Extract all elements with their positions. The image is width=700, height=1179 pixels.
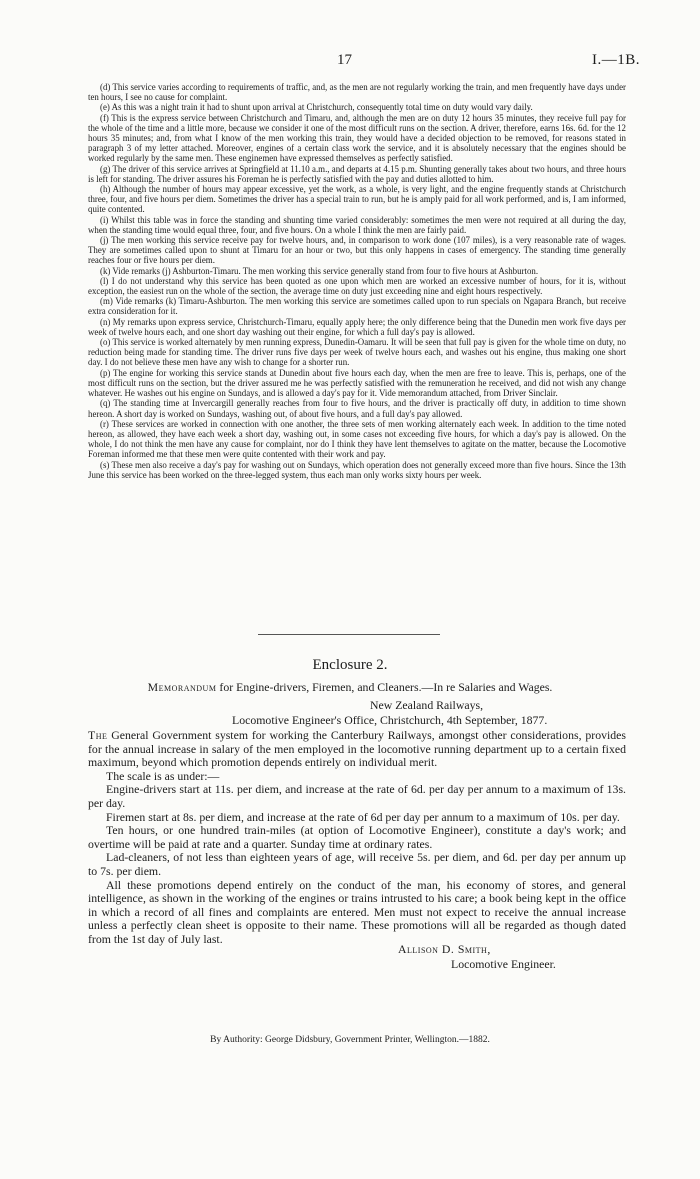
remark-s: (s) These men also receive a day's pay for washing out on Sundays, which operation does not generally exceed more than five hours. Since the 13th June this service has been worked on the three-legged system, thus each man only works sixty hours per week. — [88, 459, 626, 480]
remarks-section — [88, 82, 626, 480]
series-reference: I.—1B. — [592, 52, 640, 68]
signatory-title: Locomotive Engineer. — [451, 957, 556, 971]
address-line-2: Locomotive Engineer's Office, Christchurch, 4th September, 1877. — [232, 713, 548, 727]
remark-f: (f) This is the express service between Christchurch and Timaru, and, although the men are on duty 12 hours 35 minutes, they receive full pay for the whole of the time and a little more, because we consider it one of the most difficult runs on the section. A driver, therefore, earns 16s. 6d. for the 12 hours 35 minutes; and, from what I know of the men working this train, they would have a decided objection to be removed, for reasons stated in paragraph 3 of my letter attached. Moreover, engines of a certain class work the service, and it is absolutely necessary that the engines should be worked regularly by the same men. These enginemen have expressed themselves as perfectly satisfied. — [88, 112, 626, 164]
remark-g: (g) The driver of this service arrives at Springfield at 11.10 a.m., and departs at 4.15 p.m. Shunting generally takes about two hours, and three hours is left for standing. The driver assures his Foreman he is perfectly satisfied with the pay and duties allotted to him. — [88, 163, 626, 184]
memo-paragraph: All these promotions depend entirely on the conduct of the man, his economy of stores, and general intelligence, as shown in the working of the engines or trains intrusted to his care; a book being kept in the office in which a record of all fines and complaints are entered. Men must not expect to receive the annual increase unless a perfectly clean sheet is opposite to their name. These promotions will all be regarded as though dated from the 1st day of July last. — [88, 877, 626, 946]
remark-e: (e) As this was a night train it had to shunt upon arrival at Christchurch, consequently total time on duty would vary daily. — [100, 102, 533, 113]
remark-o: (o) This service is worked alternately by men running express, Dunedin-Oamaru. It will be seen that full pay is given for the whole time on duty, no reduction being made for standing time. The driver runs five days per week of twelve hours each, and washes out his engine, thus making one short day. I do not believe these men have any wish to change for a shorter run. — [88, 337, 626, 368]
memo-paragraph — [88, 729, 626, 770]
remark-j: (j) The men working this service receive pay for twelve hours, and, in comparison to work done (107 miles), is a very reasonable rate of wages. They are sometimes called upon to shunt at Timaru for an hour or two, but this only happens in cases of emergency. The standing time generally reaches four or five hours per diem. — [88, 235, 626, 266]
section-divider — [258, 634, 440, 635]
remark-p: (p) The engine for working this service stands at Dunedin about five hours each day, when the men are free to leave. This is, perhaps, one of the most difficult runs on the section, but the driver assured me he was perfectly satisfied with the remuneration he received, and did not wish any change whatever. He washes out his engine on Sundays, and is allowed a day's pay for it. Vide memorandum attached, from Driver Sinclair. — [88, 367, 626, 399]
remark-n: (n) My remarks upon express service, Christchurch-Timaru, equally apply here; the only difference being that the Dunedin men work five days per week of twelve hours each, and one short day washing out their engine, for which a full day's pay is allowed. — [88, 316, 626, 337]
address-line-1: New Zealand Railways, — [370, 698, 484, 712]
running-head — [0, 52, 700, 68]
page-number: 17 — [337, 52, 352, 68]
memo-paragraph: Lad-cleaners, of not less than eighteen years of age, will receive 5s. per diem, and 6d. per day per annum up to 7s. per diem. — [88, 850, 626, 878]
remark-k: (k) Vide remarks (j) Ashburton-Timaru. The men working this service generally stand from four to five hours at Ashburton. — [100, 265, 539, 276]
remark-i: (i) Whilst this table was in force the standing and shunting time varied considerably: sometimes the men were not required at all during the day, when the standing time would equal three, four, and five hours. On a whole I think the men are fairly paid. — [88, 214, 626, 235]
memo-paragraph-text: General Government system for working the Canterbury Railways, amongst other considerations, provides for the annual increase in salary of the men employed in the locomotive running department up to a certain fixed maximum, beyond which promotion depends entirely on individual merit. — [88, 728, 626, 770]
enclosure-title: Enclosure 2. — [312, 657, 388, 673]
memo-paragraph: The scale is as under:— — [106, 768, 220, 783]
memorandum-body — [88, 729, 626, 947]
memo-paragraph: Ten hours, or one hundred train-miles (at option of Locomotive Engineer), constitute a day's work; and overtime will be paid at rate and a quarter. Sunday time at ordinary rates. — [88, 823, 626, 851]
remark-d: (d) This service varies according to requirements of traffic, and, as the men are not regularly working the train, and men frequently have days under ten hours, I see no cause for complaint. — [88, 82, 626, 103]
opening-word: The — [88, 728, 108, 742]
printer-imprint: By Authority: George Didsbury, Government Printer, Wellington.—1882. — [210, 1035, 490, 1045]
memorandum-label: Memorandum — [147, 680, 217, 694]
memorandum-subject: for Engine-drivers, Firemen, and Cleaners.—In re Salaries and Wages. — [216, 680, 553, 694]
remark-l: (l) I do not understand why this service has been quoted as one upon which men are worked an excessive number of hours, for it is, without exception, the easiest run on the whole of the section, the average time on duty just exceeding nine and eight hours respectively. — [88, 275, 626, 297]
memorandum-heading — [0, 680, 700, 695]
signatory-name: Allison D. Smith, — [398, 942, 491, 956]
remark-r: (r) These services are worked in connection with one another, the three sets of men working alternately each week. In addition to the time noted hereon, as allowed, they have each week a short day, washing out, in some cases not exceeding five hours, for which a day's pay is allowed. On the whole, I do not think the men have any cause for complaint, nor do I think they have lent themselves to agitate on the matter, because the Locomotive Foreman informed me that these men were quite contented with their work and pay. — [88, 418, 626, 460]
memo-paragraph: Engine-drivers start at 11s. per diem, and increase at the rate of 6d. per day per annum to a maximum of 13s. per day. — [88, 782, 626, 810]
remark-h: (h) Although the number of hours may appear excessive, yet the work, as a whole, is very light, and the engine frequently stands at Christchurch three, four, and five hours per diem. Sometimes the driver has a special train to run, but he is amply paid for all work performed, and is, I am informed, quite contented. — [88, 184, 626, 215]
remark-m: (m) Vide remarks (k) Timaru-Ashburton. The men working this service are sometimes called upon to run specials on Ngapara Branch, but receive extra consideration for it. — [88, 296, 626, 317]
remark-q: (q) The standing time at Invercargill generally reaches from four to five hours, and the driver is practically off duty, in addition to time shown hereon. A short day is worked on Sundays, washing out, of about five hours, and a full day's pay allowed. — [88, 398, 626, 419]
memo-paragraph: Firemen start at 8s. per diem, and increase at the rate of 6d per day per annum to a maximum of 10s. per day. — [106, 809, 620, 824]
